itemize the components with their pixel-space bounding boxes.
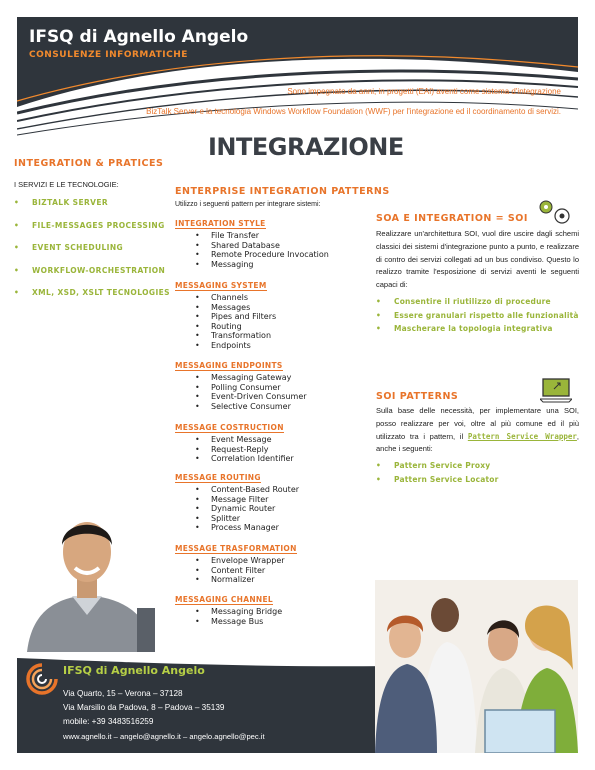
- team-photo: [375, 580, 578, 753]
- list-item: • Routing: [175, 322, 276, 332]
- header-tagline-2: BizTalk Server e la tecnologia Windows Workflow Foundation (WWF) per l'integrazione ed il coordinamento di servizi.: [146, 107, 561, 116]
- list-item: • BIZTALK SERVER: [14, 198, 109, 207]
- section-title: MESSAGING CHANNEL: [175, 595, 273, 604]
- list-item: • Splitter: [175, 514, 299, 524]
- pattern-section: [175, 538, 297, 585]
- man-photo: [17, 490, 160, 652]
- list-item: • Endpoints: [175, 341, 276, 351]
- list-item: • Messages: [175, 303, 276, 313]
- list-item: • Channels: [175, 293, 276, 303]
- list-item: • Mascherare la topologia integrativa: [376, 322, 579, 336]
- list-item: • FILE-MESSAGES PROCESSING: [14, 220, 165, 230]
- service-wrapper-highlight: Pattern Service Wrapper: [467, 431, 577, 441]
- service-label: BIZTALK SERVER: [32, 198, 109, 207]
- services-list: [14, 198, 170, 311]
- list-item: • Event Message: [175, 435, 294, 445]
- list-item: • Message Bus: [175, 617, 282, 627]
- mobile-number: mobile: +39 3483516259: [63, 717, 154, 726]
- list-item: • XML, XSD, XSLT TECNOLOGIES: [14, 288, 170, 297]
- list-item: • Dynamic Router: [175, 504, 299, 514]
- laptop-icon: [540, 377, 572, 403]
- list-item: • Messaging: [175, 260, 329, 270]
- header-banner: [17, 17, 578, 145]
- left-subheading: I SERVIZI E LE TECNOLOGIE:: [14, 180, 119, 189]
- eip-intro: Utilizzo i seguenti pattern per integrare sistemi:: [175, 201, 321, 208]
- address-padova: Via Marsilio da Padova, 8 – Padova – 35139: [63, 703, 225, 712]
- list-item: • Process Manager: [175, 523, 299, 533]
- list-item: • Messaging Bridge: [175, 607, 282, 617]
- soa-heading: SOA E INTEGRATION = SOI: [376, 213, 528, 224]
- pattern-section: [175, 355, 307, 411]
- list-item: • Content Filter: [175, 566, 297, 576]
- soi-text-after: , anche i seguenti:: [376, 431, 579, 454]
- list-item: • Pattern Service Proxy: [376, 459, 499, 473]
- pattern-section: [175, 213, 329, 269]
- list-item: • Polling Consumer: [175, 383, 307, 393]
- soi-text-before: Sulla base delle necessità, per implementare una SOI, posso realizzare per voi, oltre al più comune ed il più utilizzato tra i pattern, il: [376, 406, 579, 441]
- section-title: MESSAGE ROUTING: [175, 473, 261, 482]
- section-title: INTEGRATION STYLE: [175, 219, 266, 228]
- service-label: WORKFLOW-ORCHESTRATION: [32, 265, 166, 275]
- header-tagline-1: Sono impegnato da anni, in progetti (EAI) aventi come sistema d'integrazione: [287, 87, 561, 96]
- soi-heading: SOI PATTERNS: [376, 391, 459, 402]
- list-item: • Consentire il riutilizzo di procedure: [376, 295, 579, 309]
- soi-paragraph: [376, 405, 579, 456]
- page-title: INTEGRAZIONE: [208, 133, 404, 161]
- list-item: • Normalizer: [175, 575, 297, 585]
- list-item: • Envelope Wrapper: [175, 556, 297, 566]
- list-item: • Essere granulari rispetto alle funzionalità: [376, 309, 579, 323]
- address-verona: Via Quarto, 15 – Verona – 37128: [63, 689, 183, 698]
- section-title: MESSAGING SYSTEM: [175, 281, 267, 290]
- list-item: • Request-Reply: [175, 445, 294, 455]
- list-item: • EVENT SCHEDULING: [14, 243, 124, 252]
- soi-patterns-list: [376, 459, 499, 486]
- pattern-section: [175, 467, 299, 533]
- eip-heading: ENTERPRISE INTEGRATION PATTERNS: [175, 186, 390, 197]
- pattern-section: [175, 417, 294, 464]
- footer-company-title: IFSQ di Agnello Angelo: [63, 664, 205, 677]
- service-label: FILE-MESSAGES PROCESSING: [32, 220, 165, 230]
- section-title: MESSAGE TRASFORMATION: [175, 544, 297, 553]
- list-item: • Shared Database: [175, 241, 329, 251]
- section-title: MESSAGE COSTRUCTION: [175, 423, 284, 432]
- list-item: • Transformation: [175, 331, 276, 341]
- soa-paragraph: Realizzare un'architettura SOI, vuol dire uscire dagli schemi classici dei sistemi d'integrazione punto a punto, e realizzare di contro dei servizi collegati ad un bus condiviso. Questo lo realizzo tramite l'esposizione di servizi aventi le seguenti capaci di:: [376, 229, 579, 290]
- list-item: • Pipes and Filters: [175, 312, 276, 322]
- service-label: EVENT SCHEDULING: [32, 243, 124, 252]
- pattern-section: [175, 275, 276, 351]
- swirl-logo-icon: [25, 662, 59, 696]
- list-item: • Selective Consumer: [175, 402, 307, 412]
- soa-capabilities-list: [376, 295, 579, 336]
- left-heading: INTEGRATION & PRATICES: [14, 158, 164, 169]
- list-item: • Pattern Service Locator: [376, 473, 499, 487]
- service-label: XML, XSD, XSLT TECNOLOGIES: [32, 288, 170, 297]
- section-title: MESSAGING ENDPOINTS: [175, 361, 283, 370]
- contact-links[interactable]: www.agnello.it – angelo@agnello.it – angelo.agnello@pec.it: [63, 732, 265, 741]
- list-item: • Message Filter: [175, 495, 299, 505]
- pattern-section: [175, 589, 282, 626]
- company-subtitle: CONSULENZE INFORMATICHE: [29, 50, 188, 60]
- list-item: • Correlation Identifier: [175, 454, 294, 464]
- list-item: • WORKFLOW-ORCHESTRATION: [14, 265, 166, 275]
- gears-icon: [535, 197, 575, 227]
- list-item: • File Transfer: [175, 231, 329, 241]
- list-item: • Remote Procedure Invocation: [175, 250, 329, 260]
- list-item: • Messaging Gateway: [175, 373, 307, 383]
- list-item: • Event-Driven Consumer: [175, 392, 307, 402]
- company-title: IFSQ di Agnello Angelo: [29, 27, 249, 47]
- list-item: • Content-Based Router: [175, 485, 299, 495]
